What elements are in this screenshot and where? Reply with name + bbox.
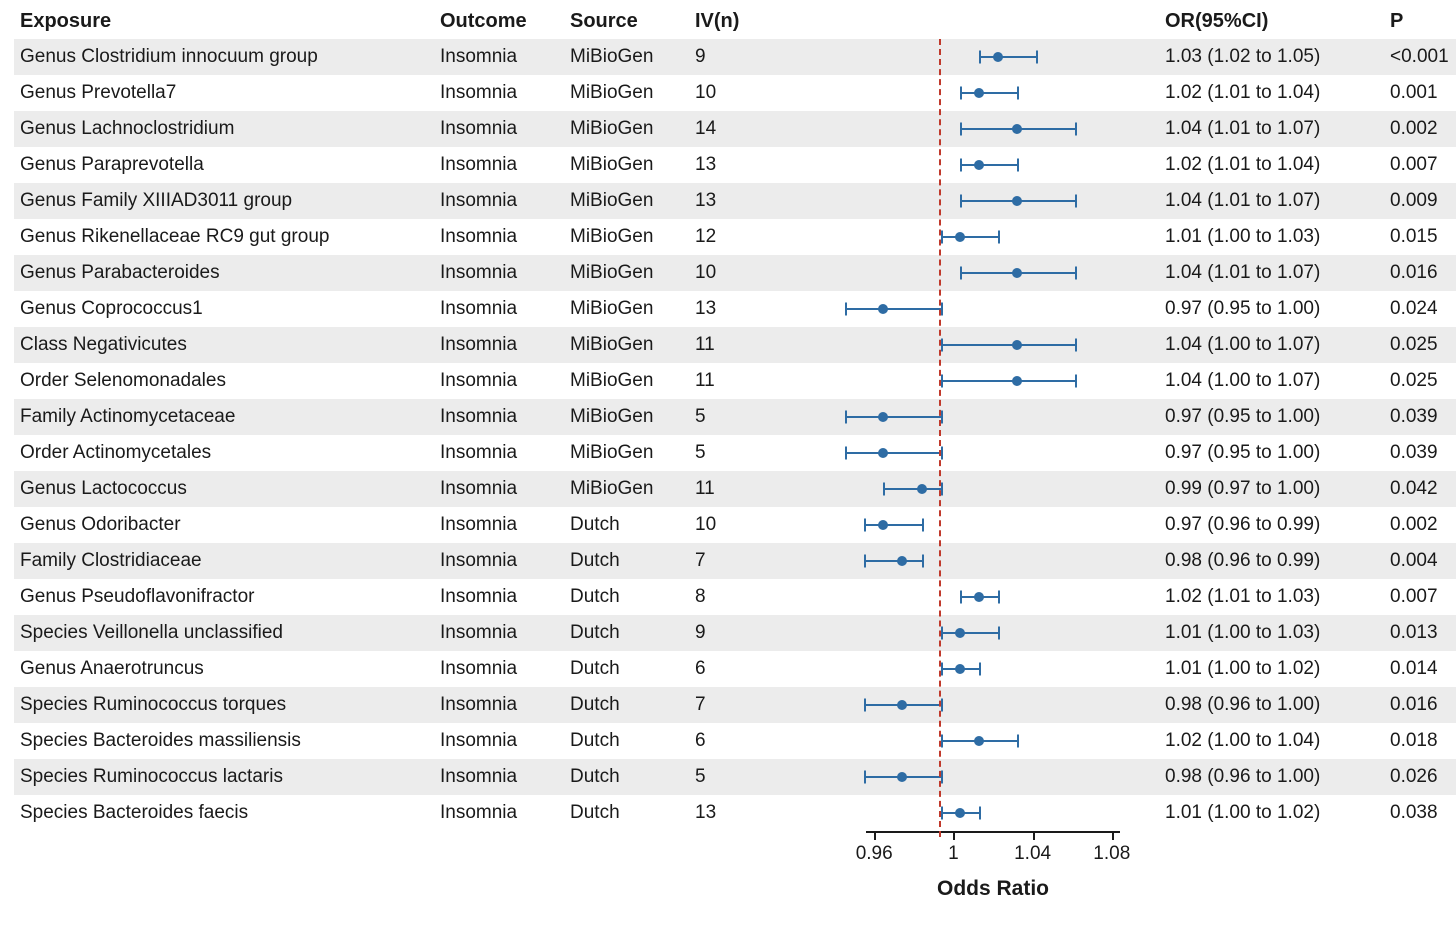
cell-ivn: 14 — [689, 111, 799, 147]
ci-upper-cap — [941, 771, 943, 784]
cell-exposure: Species Bacteroides faecis — [14, 795, 434, 831]
cell-or-ci: 0.97 (0.95 to 1.00) — [1159, 399, 1384, 435]
ci-upper-cap — [1036, 51, 1038, 64]
cell-ivn: 10 — [689, 507, 799, 543]
cell-forest-marker — [799, 795, 1159, 831]
cell-source: Dutch — [564, 615, 689, 651]
ci-lower-cap — [960, 87, 962, 100]
cell-outcome: Insomnia — [434, 507, 564, 543]
cell-exposure: Genus Anaerotruncus — [14, 651, 434, 687]
table-row — [14, 687, 1456, 723]
ci-upper-cap — [1017, 159, 1019, 172]
confidence-interval-line — [941, 236, 998, 238]
cell-source: MiBioGen — [564, 363, 689, 399]
cell-source: MiBioGen — [564, 435, 689, 471]
cell-pvalue: 0.024 — [1384, 291, 1456, 327]
effect-estimate-point — [974, 592, 984, 602]
confidence-interval-line — [941, 632, 998, 634]
ci-lower-cap — [960, 267, 962, 280]
ci-upper-cap — [941, 483, 943, 496]
ci-lower-cap — [864, 519, 866, 532]
cell-exposure: Species Veillonella unclassified — [14, 615, 434, 651]
cell-outcome: Insomnia — [434, 723, 564, 759]
confidence-interval-line — [864, 560, 921, 562]
header-ivn: IV(n) — [695, 10, 740, 32]
cell-exposure: Family Actinomycetaceae — [14, 399, 434, 435]
ci-upper-cap — [998, 591, 1000, 604]
table-row — [14, 39, 1456, 75]
ci-upper-cap — [941, 303, 943, 316]
ci-lower-cap — [941, 231, 943, 244]
cell-exposure: Genus Coprococcus1 — [14, 291, 434, 327]
cell-source: MiBioGen — [564, 327, 689, 363]
table-row — [14, 183, 1456, 219]
cell-exposure: Genus Parabacteroides — [14, 255, 434, 291]
ci-lower-cap — [864, 771, 866, 784]
cell-or-ci: 1.02 (1.01 to 1.04) — [1159, 75, 1384, 111]
effect-estimate-point — [878, 412, 888, 422]
cell-or-ci: 1.02 (1.01 to 1.04) — [1159, 147, 1384, 183]
cell-source: MiBioGen — [564, 219, 689, 255]
cell-pvalue: 0.002 — [1384, 111, 1456, 147]
cell-pvalue: 0.039 — [1384, 435, 1456, 471]
table-body — [14, 39, 1456, 831]
ci-lower-cap — [941, 663, 943, 676]
effect-estimate-point — [993, 52, 1003, 62]
confidence-interval-line — [960, 92, 1017, 94]
table-row — [14, 471, 1456, 507]
cell-ivn: 11 — [689, 327, 799, 363]
cell-outcome: Insomnia — [434, 183, 564, 219]
cell-exposure: Genus Odoribacter — [14, 507, 434, 543]
table-row — [14, 111, 1456, 147]
cell-or-ci: 1.02 (1.00 to 1.04) — [1159, 723, 1384, 759]
cell-pvalue: 0.038 — [1384, 795, 1456, 831]
cell-outcome: Insomnia — [434, 75, 564, 111]
cell-source: MiBioGen — [564, 75, 689, 111]
cell-pvalue: 0.007 — [1384, 147, 1456, 183]
effect-estimate-point — [1012, 340, 1022, 350]
header-plot — [799, 6, 1159, 39]
cell-forest-marker — [799, 291, 1159, 327]
cell-outcome: Insomnia — [434, 255, 564, 291]
table-row — [14, 543, 1456, 579]
cell-pvalue: 0.007 — [1384, 579, 1456, 615]
effect-estimate-point — [974, 88, 984, 98]
cell-exposure: Order Actinomycetales — [14, 435, 434, 471]
cell-outcome: Insomnia — [434, 543, 564, 579]
cell-source: Dutch — [564, 723, 689, 759]
cell-or-ci: 0.97 (0.95 to 1.00) — [1159, 291, 1384, 327]
cell-ivn: 5 — [689, 435, 799, 471]
header-exposure: Exposure — [20, 10, 112, 32]
effect-estimate-point — [974, 736, 984, 746]
cell-ivn: 6 — [689, 723, 799, 759]
ci-upper-cap — [941, 447, 943, 460]
cell-forest-marker — [799, 615, 1159, 651]
effect-estimate-point — [878, 520, 888, 530]
ci-lower-cap — [845, 411, 847, 424]
cell-ivn: 10 — [689, 255, 799, 291]
cell-pvalue: 0.039 — [1384, 399, 1456, 435]
effect-estimate-point — [897, 772, 907, 782]
cell-pvalue: 0.001 — [1384, 75, 1456, 111]
cell-outcome: Insomnia — [434, 147, 564, 183]
ci-lower-cap — [960, 123, 962, 136]
ci-lower-cap — [960, 159, 962, 172]
effect-estimate-point — [917, 484, 927, 494]
ci-upper-cap — [1075, 375, 1077, 388]
effect-estimate-point — [897, 700, 907, 710]
cell-exposure: Species Ruminococcus lactaris — [14, 759, 434, 795]
axis-tick — [953, 831, 955, 840]
cell-exposure: Order Selenomonadales — [14, 363, 434, 399]
axis-tick — [1112, 831, 1114, 840]
cell-forest-marker — [799, 543, 1159, 579]
cell-pvalue: <0.001 — [1384, 39, 1456, 75]
table-row — [14, 723, 1456, 759]
cell-or-ci: 1.04 (1.00 to 1.07) — [1159, 327, 1384, 363]
cell-pvalue: 0.016 — [1384, 255, 1456, 291]
cell-forest-marker — [799, 363, 1159, 399]
ci-upper-cap — [1075, 267, 1077, 280]
effect-estimate-point — [1012, 196, 1022, 206]
cell-or-ci: 0.97 (0.96 to 0.99) — [1159, 507, 1384, 543]
cell-exposure: Species Ruminococcus torques — [14, 687, 434, 723]
table-row — [14, 147, 1456, 183]
table-row — [14, 219, 1456, 255]
cell-pvalue: 0.025 — [1384, 363, 1456, 399]
cell-exposure: Genus Pseudoflavonifractor — [14, 579, 434, 615]
cell-forest-marker — [799, 579, 1159, 615]
confidence-interval-line — [941, 380, 1075, 382]
cell-pvalue: 0.002 — [1384, 507, 1456, 543]
cell-ivn: 13 — [689, 147, 799, 183]
ci-upper-cap — [979, 663, 981, 676]
cell-forest-marker — [799, 183, 1159, 219]
cell-ivn: 10 — [689, 75, 799, 111]
cell-ivn: 13 — [689, 291, 799, 327]
effect-estimate-point — [1012, 376, 1022, 386]
header-source: Source — [570, 10, 638, 32]
cell-outcome: Insomnia — [434, 111, 564, 147]
cell-outcome: Insomnia — [434, 615, 564, 651]
cell-forest-marker — [799, 219, 1159, 255]
cell-ivn: 13 — [689, 795, 799, 831]
cell-outcome: Insomnia — [434, 219, 564, 255]
cell-ivn: 13 — [689, 183, 799, 219]
ci-lower-cap — [845, 447, 847, 460]
cell-pvalue: 0.026 — [1384, 759, 1456, 795]
cell-outcome: Insomnia — [434, 759, 564, 795]
ci-upper-cap — [998, 231, 1000, 244]
cell-exposure: Family Clostridiaceae — [14, 543, 434, 579]
axis-tick-label: 1.08 — [1093, 843, 1131, 864]
ci-lower-cap — [864, 555, 866, 568]
cell-pvalue: 0.015 — [1384, 219, 1456, 255]
cell-pvalue: 0.013 — [1384, 615, 1456, 651]
effect-estimate-point — [955, 808, 965, 818]
confidence-interval-line — [979, 56, 1036, 58]
cell-forest-marker — [799, 651, 1159, 687]
cell-outcome: Insomnia — [434, 579, 564, 615]
ci-upper-cap — [998, 627, 1000, 640]
axis-tick — [1033, 831, 1035, 840]
cell-source: MiBioGen — [564, 111, 689, 147]
cell-forest-marker — [799, 147, 1159, 183]
cell-or-ci: 0.98 (0.96 to 1.00) — [1159, 687, 1384, 723]
ci-lower-cap — [864, 699, 866, 712]
cell-ivn: 9 — [689, 615, 799, 651]
cell-ivn: 7 — [689, 543, 799, 579]
ci-lower-cap — [845, 303, 847, 316]
cell-forest-marker — [799, 435, 1159, 471]
cell-source: Dutch — [564, 759, 689, 795]
cell-or-ci: 1.04 (1.00 to 1.07) — [1159, 363, 1384, 399]
cell-outcome: Insomnia — [434, 399, 564, 435]
table-header — [14, 6, 1456, 39]
axis-tick — [874, 831, 876, 840]
cell-exposure: Genus Paraprevotella — [14, 147, 434, 183]
cell-outcome: Insomnia — [434, 39, 564, 75]
cell-ivn: 8 — [689, 579, 799, 615]
cell-exposure: Genus Family XIIIAD3011 group — [14, 183, 434, 219]
confidence-interval-line — [845, 416, 941, 418]
cell-or-ci: 1.03 (1.02 to 1.05) — [1159, 39, 1384, 75]
ci-lower-cap — [941, 627, 943, 640]
effect-estimate-point — [1012, 268, 1022, 278]
ci-upper-cap — [1075, 339, 1077, 352]
cell-ivn: 7 — [689, 687, 799, 723]
ci-lower-cap — [960, 591, 962, 604]
forest-table — [14, 6, 1456, 831]
table-row — [14, 327, 1456, 363]
table-row — [14, 75, 1456, 111]
cell-ivn: 12 — [689, 219, 799, 255]
cell-pvalue: 0.025 — [1384, 327, 1456, 363]
x-axis — [14, 831, 1442, 901]
cell-outcome: Insomnia — [434, 363, 564, 399]
table-row — [14, 795, 1456, 831]
ci-lower-cap — [979, 51, 981, 64]
cell-outcome: Insomnia — [434, 687, 564, 723]
ci-lower-cap — [883, 483, 885, 496]
confidence-interval-line — [960, 164, 1017, 166]
cell-outcome: Insomnia — [434, 471, 564, 507]
ci-upper-cap — [941, 699, 943, 712]
effect-estimate-point — [897, 556, 907, 566]
cell-exposure: Class Negativicutes — [14, 327, 434, 363]
confidence-interval-line — [845, 452, 941, 454]
cell-source: MiBioGen — [564, 471, 689, 507]
ci-upper-cap — [1075, 123, 1077, 136]
ci-lower-cap — [941, 735, 943, 748]
table-row — [14, 435, 1456, 471]
table-row — [14, 255, 1456, 291]
cell-source: Dutch — [564, 795, 689, 831]
table-row — [14, 291, 1456, 327]
confidence-interval-line — [864, 524, 921, 526]
cell-forest-marker — [799, 687, 1159, 723]
cell-ivn: 6 — [689, 651, 799, 687]
cell-source: MiBioGen — [564, 39, 689, 75]
cell-exposure: Genus Lactococcus — [14, 471, 434, 507]
cell-forest-marker — [799, 723, 1159, 759]
cell-source: MiBioGen — [564, 255, 689, 291]
axis-tick-label: 0.96 — [855, 843, 893, 864]
cell-or-ci: 0.98 (0.96 to 1.00) — [1159, 759, 1384, 795]
ci-lower-cap — [941, 339, 943, 352]
axis-tick-label: 1 — [948, 843, 959, 864]
effect-estimate-point — [878, 304, 888, 314]
ci-upper-cap — [941, 411, 943, 424]
confidence-interval-line — [883, 488, 940, 490]
effect-estimate-point — [1012, 124, 1022, 134]
axis-title: Odds Ratio — [936, 877, 1050, 900]
cell-or-ci: 1.02 (1.01 to 1.03) — [1159, 579, 1384, 615]
cell-forest-marker — [799, 759, 1159, 795]
cell-source: MiBioGen — [564, 291, 689, 327]
cell-exposure: Genus Rikenellaceae RC9 gut group — [14, 219, 434, 255]
cell-source: Dutch — [564, 579, 689, 615]
ci-upper-cap — [1017, 735, 1019, 748]
cell-outcome: Insomnia — [434, 327, 564, 363]
cell-pvalue: 0.014 — [1384, 651, 1456, 687]
cell-exposure: Species Bacteroides massiliensis — [14, 723, 434, 759]
cell-ivn: 5 — [689, 759, 799, 795]
cell-pvalue: 0.004 — [1384, 543, 1456, 579]
cell-source: MiBioGen — [564, 147, 689, 183]
ci-upper-cap — [979, 807, 981, 820]
cell-pvalue: 0.009 — [1384, 183, 1456, 219]
cell-forest-marker — [799, 255, 1159, 291]
cell-source: Dutch — [564, 651, 689, 687]
cell-outcome: Insomnia — [434, 795, 564, 831]
header-row — [14, 6, 1456, 39]
cell-forest-marker — [799, 471, 1159, 507]
cell-forest-marker — [799, 399, 1159, 435]
cell-or-ci: 0.98 (0.96 to 0.99) — [1159, 543, 1384, 579]
cell-outcome: Insomnia — [434, 291, 564, 327]
cell-exposure: Genus Lachnoclostridium — [14, 111, 434, 147]
cell-or-ci: 1.04 (1.01 to 1.07) — [1159, 255, 1384, 291]
cell-source: MiBioGen — [564, 183, 689, 219]
cell-exposure: Genus Prevotella7 — [14, 75, 434, 111]
ci-lower-cap — [941, 807, 943, 820]
ci-lower-cap — [941, 375, 943, 388]
cell-ivn: 11 — [689, 471, 799, 507]
cell-ivn: 11 — [689, 363, 799, 399]
table-row — [14, 363, 1456, 399]
cell-source: Dutch — [564, 543, 689, 579]
cell-source: Dutch — [564, 507, 689, 543]
cell-forest-marker — [799, 327, 1159, 363]
cell-source: Dutch — [564, 687, 689, 723]
cell-or-ci: 1.01 (1.00 to 1.03) — [1159, 219, 1384, 255]
cell-ivn: 9 — [689, 39, 799, 75]
cell-or-ci: 1.01 (1.00 to 1.02) — [1159, 795, 1384, 831]
table-row — [14, 651, 1456, 687]
table-row — [14, 615, 1456, 651]
cell-ivn: 5 — [689, 399, 799, 435]
table-row — [14, 759, 1456, 795]
cell-or-ci: 1.01 (1.00 to 1.03) — [1159, 615, 1384, 651]
cell-or-ci: 1.01 (1.00 to 1.02) — [1159, 651, 1384, 687]
cell-forest-marker — [799, 39, 1159, 75]
axis-tick-label: 1.04 — [1014, 843, 1052, 864]
cell-exposure: Genus Clostridium innocuum group — [14, 39, 434, 75]
confidence-interval-line — [941, 344, 1075, 346]
ci-upper-cap — [1075, 195, 1077, 208]
ci-upper-cap — [1017, 87, 1019, 100]
ci-upper-cap — [922, 555, 924, 568]
cell-or-ci: 1.04 (1.01 to 1.07) — [1159, 183, 1384, 219]
effect-estimate-point — [955, 628, 965, 638]
header-or: OR(95%CI) — [1165, 10, 1269, 32]
cell-pvalue: 0.018 — [1384, 723, 1456, 759]
ci-upper-cap — [922, 519, 924, 532]
axis-line — [866, 831, 1120, 833]
cell-forest-marker — [799, 75, 1159, 111]
cell-outcome: Insomnia — [434, 651, 564, 687]
cell-source: MiBioGen — [564, 399, 689, 435]
table-row — [14, 579, 1456, 615]
effect-estimate-point — [878, 448, 888, 458]
header-outcome: Outcome — [440, 10, 527, 32]
cell-forest-marker — [799, 507, 1159, 543]
cell-or-ci: 1.04 (1.01 to 1.07) — [1159, 111, 1384, 147]
cell-forest-marker — [799, 111, 1159, 147]
cell-pvalue: 0.042 — [1384, 471, 1456, 507]
header-p: P — [1390, 10, 1404, 32]
effect-estimate-point — [955, 664, 965, 674]
cell-pvalue: 0.016 — [1384, 687, 1456, 723]
cell-or-ci: 0.97 (0.95 to 1.00) — [1159, 435, 1384, 471]
cell-outcome: Insomnia — [434, 435, 564, 471]
effect-estimate-point — [974, 160, 984, 170]
ci-lower-cap — [960, 195, 962, 208]
effect-estimate-point — [955, 232, 965, 242]
table-row — [14, 399, 1456, 435]
cell-or-ci: 0.99 (0.97 to 1.00) — [1159, 471, 1384, 507]
confidence-interval-line — [845, 308, 941, 310]
table-row — [14, 507, 1456, 543]
